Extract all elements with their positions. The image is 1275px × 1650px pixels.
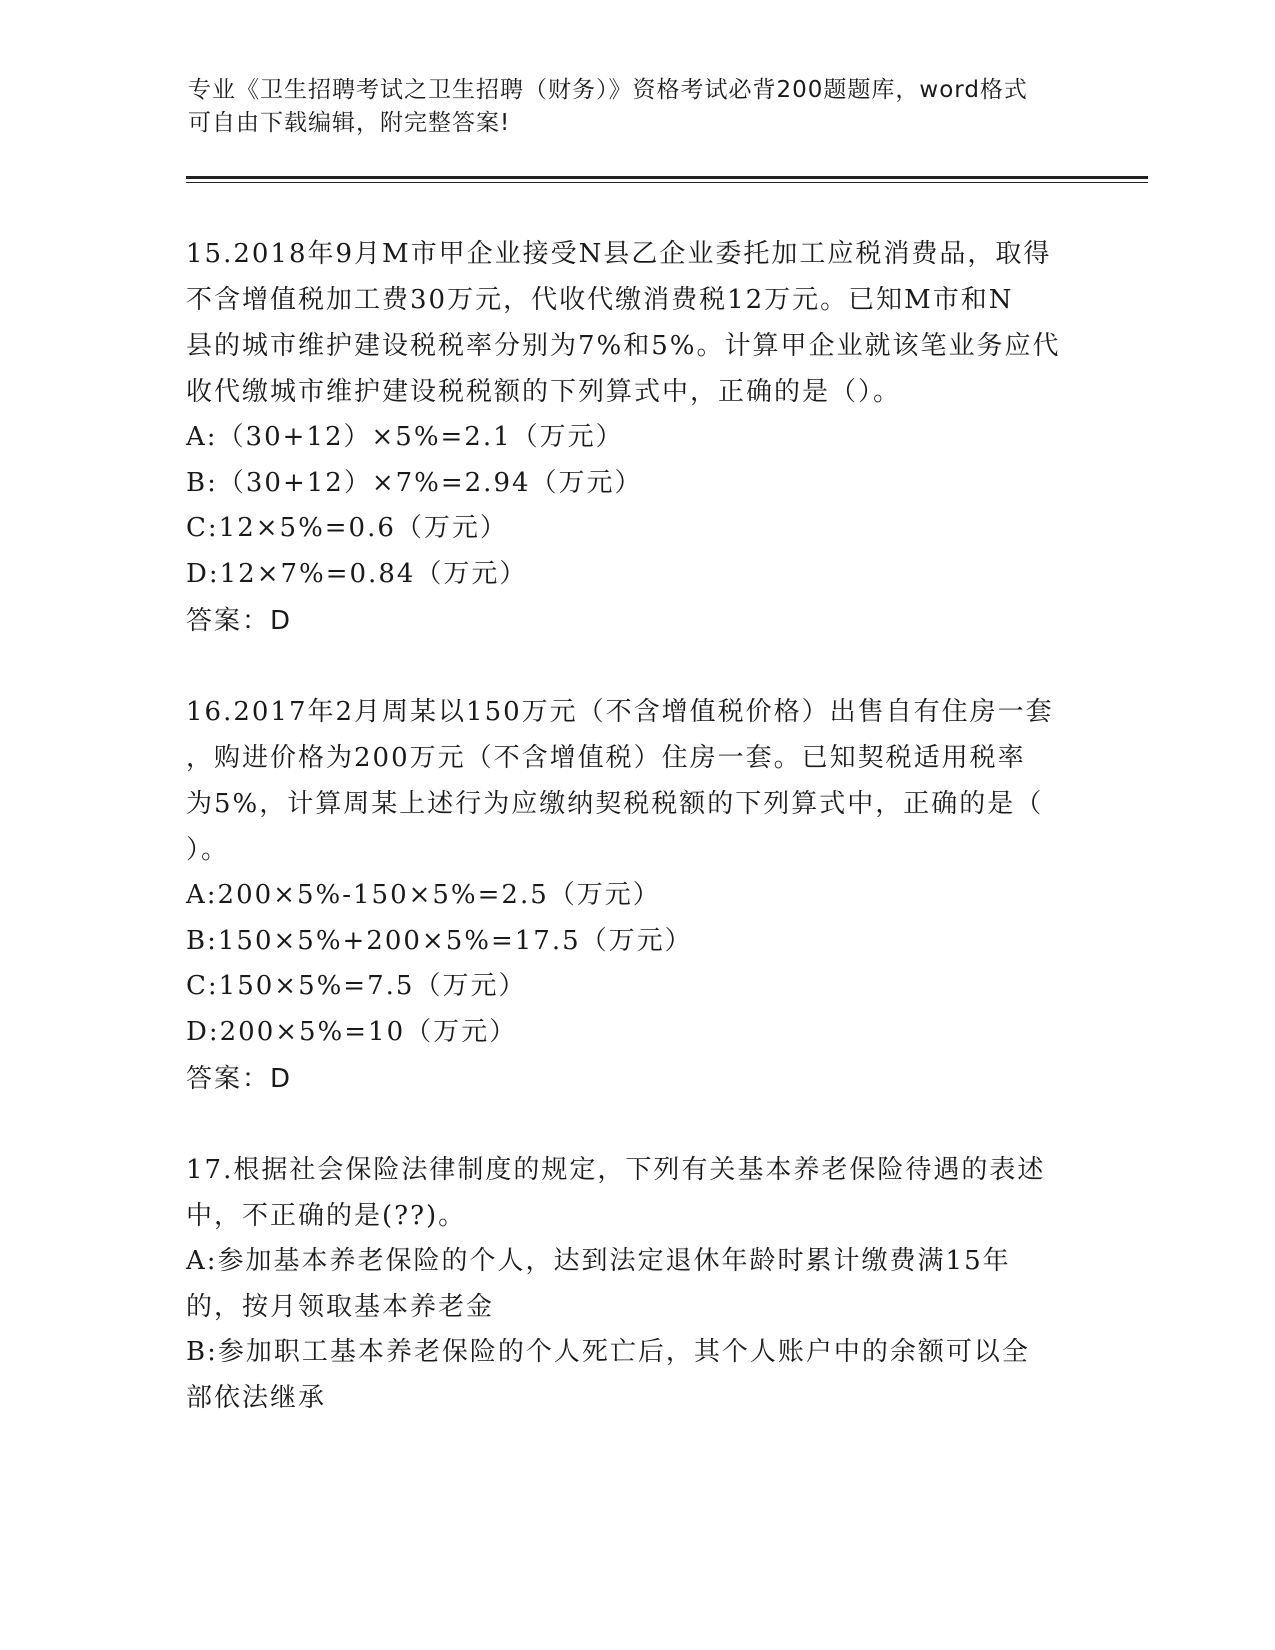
question-text-line: 收代缴城市维护建设税税额的下列算式中，正确的是（）。 bbox=[186, 377, 902, 407]
option-b: B:150×5%+200×5%=17.5（万元） bbox=[186, 925, 693, 956]
option-d: D:200×5%=10（万元） bbox=[186, 1016, 518, 1047]
question-text-line: 不含增值税加工费30万元，代收代缴消费税12万元。已知M市和N bbox=[186, 285, 1014, 315]
question-text-line: ，购进价格为200万元（不含增值税）住房一套。已知契税适用税率 bbox=[186, 743, 1026, 773]
answer-label: 答案：D bbox=[186, 1064, 293, 1094]
option-c: C:12×5%=0.6（万元） bbox=[186, 513, 508, 543]
option-a-continued: 的，按月领取基本养老金 bbox=[186, 1291, 495, 1322]
option-b-continued: 部依法继承 bbox=[186, 1382, 327, 1413]
question-text-line: 县的城市维护建设税税率分别为7%和5%。计算甲企业就该笔业务应代 bbox=[186, 331, 1061, 361]
question-text-line: 15.2018年9月M市甲企业接受N县乙企业委托加工应税消费品，取得 bbox=[186, 239, 1052, 269]
question-text-line: 17.根据社会保险法律制度的规定，下列有关基本养老保险待遇的表述 bbox=[186, 1155, 1046, 1185]
option-b: B:参加职工基本养老保险的个人死亡后，其个人账户中的余额可以全 bbox=[186, 1337, 1030, 1367]
header-divider-thick bbox=[186, 176, 1148, 179]
document-header bbox=[188, 74, 1068, 140]
option-a: A:参加基本养老保险的个人，达到法定退休年龄时累计缴费满15年 bbox=[186, 1246, 1011, 1276]
header-divider-thin bbox=[186, 182, 1148, 183]
option-d: D:12×7%=0.84（万元） bbox=[186, 558, 528, 589]
option-c: C:150×5%=7.5（万元） bbox=[186, 971, 527, 1001]
answer-label: 答案：D bbox=[186, 606, 293, 636]
option-a: A:200×5%-150×5%=2.5（万元） bbox=[186, 880, 661, 910]
question-17 bbox=[186, 1147, 1086, 1421]
header-line: 专业《卫生招聘考试之卫生招聘（财务）》资格考试必背200题题库，word格式 bbox=[188, 77, 1028, 103]
question-text-line: 16.2017年2月周某以150万元（不含增值税价格）出售自有住房一套 bbox=[186, 697, 1054, 727]
question-text-line: 为5%，计算周某上述行为应缴纳契税税额的下列算式中，正确的是（ bbox=[186, 789, 1044, 819]
question-text-line: 中，不正确的是(??)。 bbox=[186, 1201, 467, 1231]
header-line: 可自由下载编辑，附完整答案! bbox=[188, 110, 511, 136]
option-b: B:（30+12）×7%=2.94（万元） bbox=[186, 467, 643, 498]
question-text-line: ）。 bbox=[186, 835, 230, 865]
option-a: A:（30+12）×5%=2.1（万元） bbox=[186, 422, 624, 452]
question-15 bbox=[186, 231, 1086, 644]
question-16 bbox=[186, 689, 1086, 1102]
